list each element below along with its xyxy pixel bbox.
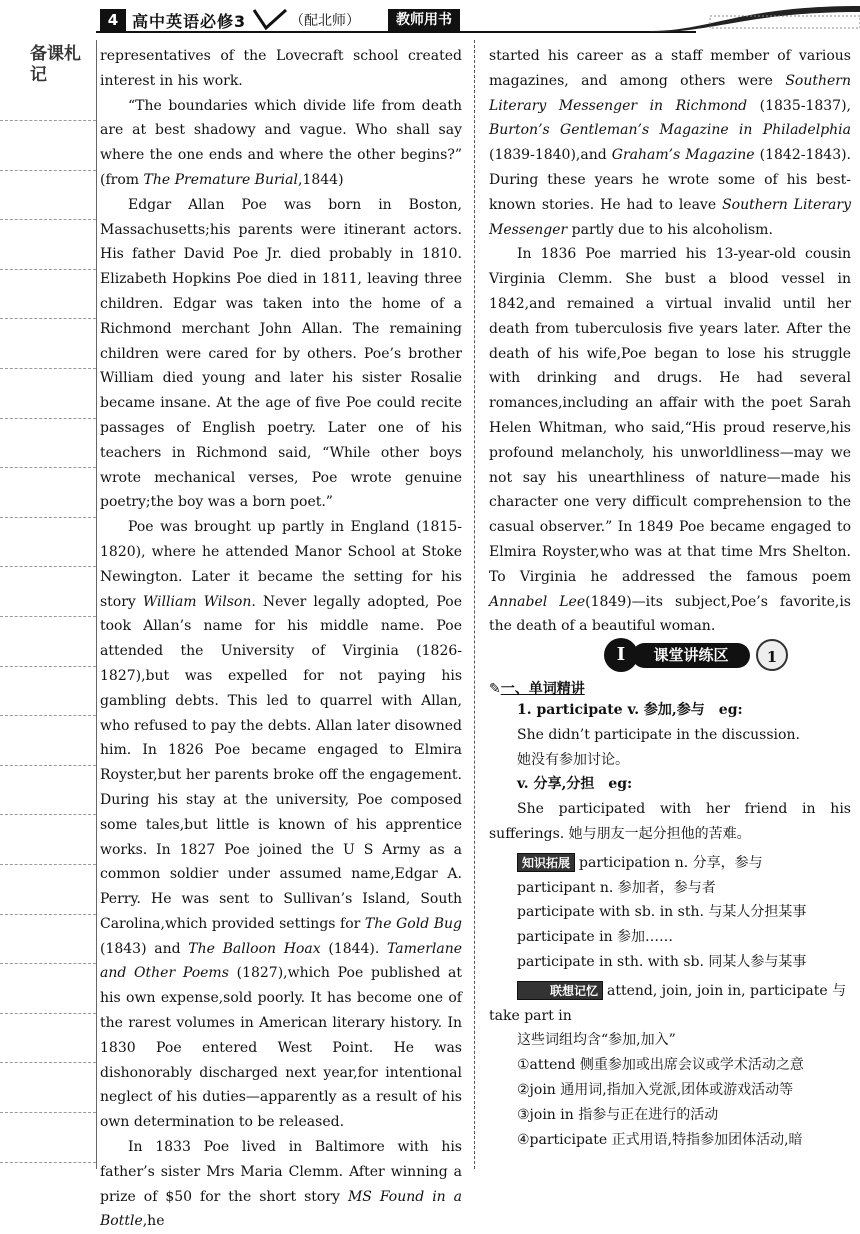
knowledge-tag: 知识拓展 [517,853,575,872]
note-line [0,814,96,815]
page-header [0,0,860,32]
extension-line: 知识拓展 participation n. 分享，参与 [489,851,851,876]
example-sentence: She didn’t participate in the discussion. [517,726,800,743]
left-column [100,44,462,1234]
association-line: 联想记忆 attend, join, join in, participate 与 take part in [489,982,847,1024]
note-line [0,318,96,319]
column-divider [474,40,475,1169]
book-title: 高中英语必修3 [132,12,247,31]
note-line [0,963,96,964]
note-line [0,517,96,518]
note-line [0,1162,96,1163]
note-line [0,418,96,419]
note-line [0,1112,96,1113]
note-line [0,765,96,766]
pen-icon: ✎ [489,681,501,697]
paragraph: representatives of the Lovecraft school created interest in his work. [100,48,462,89]
word-sense: v. 分享,分担 eg: [517,776,633,793]
note-line [0,616,96,617]
note-line [0,666,96,667]
header-rule [96,31,696,33]
list-item: ③join in 指参与正在进行的活动 [517,1106,719,1123]
paragraph: started his career as a staff member of various magazines, and among others were Southern Literary Messenger in Richmond (1835-1837), Burton’s Gentleman’s Magazine in Philadelphia (1839-1840),and Graham’s Magazine (1842-1843). During these years he wrote some of his best-known stories. He had to leave Southern Literary Messenger partly due to his alcoholism. [489,48,852,238]
association-note: 这些词组均含“参加,加入” [517,1032,676,1049]
banner-number: 1 [756,639,788,671]
teacher-book-badge: 教师用书 [388,9,460,31]
memory-tag: 联想记忆 [517,981,603,1000]
note-line [0,715,96,716]
banner-numeral: I [604,638,638,672]
section-title: ✎一、单词精讲 [489,681,585,697]
example-sentence: She participated with her friend in his sufferings. 她与朋友一起分担他的苦难。 [489,801,851,842]
note-line [0,219,96,220]
extension-line: participate with sb. in sth. 与某人分担某事 [517,904,807,921]
banner-title: 课堂讲练区 [632,643,750,668]
chevron-decoration [250,6,290,32]
extension-line: participate in sth. with sb. 同某人参与某事 [517,953,807,970]
extension-line: participate in 参加…… [517,929,674,946]
list-item: ①attend 侧重参加或出席会议或学术活动之意 [517,1057,804,1074]
list-item: ②join 通用词,指加入党派,团体或游戏活动等 [517,1081,794,1098]
note-line [0,269,96,270]
paragraph: In 1836 Poe married his 13-year-old cousin Virginia Clemm. She bust a blood vessel in 1842,and remained a virtual invalid until her death from tuberculosis five years later. After the death of his wife,Poe began to lose his struggle with drinking and drugs. He had several romances,including an affair with the poet Sarah Helen Whitman, who said,“His proud reserve,his profound melancholy, his unworldliness—may we not say his unearthliness of nature—made his character one very difficult comprehension to the casual observer.” In 1849 Poe became engaged to Elmira Royster,who was at that time Mrs Shelton. To Virginia he addressed the famous poem Annabel Lee(1849)—its subject,Poe’s favorite,is the death of a beautiful woman. [489,246,851,635]
note-line [0,368,96,369]
word-heading: 1. participate v. 参加,参与 eg: [517,702,743,718]
note-line [0,1062,96,1063]
header-decoration [650,4,860,32]
note-line [0,566,96,567]
note-line [0,914,96,915]
extension-line: participant n. 参加者，参与者 [517,879,716,896]
edition-label: （配北师） [290,13,360,29]
note-line [0,864,96,865]
paragraph: In 1833 Poe lived in Baltimore with his father’s sister Mrs Maria Clemm. After winning a prize of $50 for the short story MS Found in a Bottle,he [100,1139,463,1230]
paragraph: Edgar Allan Poe was born in Boston, Massachusetts;his parents were itinerant actors. His father David Poe Jr. died probably in 1810. Elizabeth Hopkins Poe died in 1811, leaving three children. Edgar was taken into the home of a Richmond merchant John Allan. The remaining children were cared for by others. Poe’s brother William died young and later his sister Rosalie became insane. At the age of five Poe could recite passages of English poetry. Later one of his teachers in Richmond said, “While other boys wrote mechanical verses, Poe wrote genuine poetry;the boy was a born poet.” [100,196,462,511]
margin-rule [96,40,97,1169]
note-line [0,170,96,171]
paragraph: Poe was brought up partly in England (1815-1820), where he attended Manor School at Stoke Newington. Later it became the setting for his story William Wilson. Never legally adopted, Poe took Allan’s name for his middle name. Poe attended the University of Virginia (1826-1827),but was expelled for not paying his gambling debts. This led to quarrel with Allan, who refused to pay the debts. Allan later disowned him. In 1826 Poe became engaged to Elmira Royster,but her parents broke off the engagement. During his stay at the university, Poe composed some tales,but little is known of his apprentice works. In 1827 Poe joined the U S Army as a common soldier under assumed name,Edgar A. Perry. He was sent to Sullivan’s Island, South Carolina,which provided settings for The Gold Bug (1843) and The Balloon Hoax (1844). Tamerlane and Other Poems (1827),which Poe published at his own expense,sold poorly. It has become one of the rarest volumes in American literary history. In 1830 Poe entered West Point. He was dishonorably discharged next year,for intentional neglect of his duties—apparently as a result of his own determination to be released. [100,519,463,1131]
example-translation: 她没有参加讨论。 [517,751,629,768]
list-item: ④participate 正式用语,特指参加团体活动,暗 [517,1131,803,1148]
notes-logo: 备课札记 [30,44,81,85]
note-line [0,1013,96,1014]
paragraph: “The boundaries which divide life from death are at best shadowy and vague. Who shall say where the one ends and where the other begins?” (from The Premature Burial,1844) [100,97,462,188]
note-line [0,467,96,468]
vocabulary-section [489,678,851,1152]
note-line [0,120,96,121]
right-column [489,44,851,639]
section-banner [604,638,794,674]
page-number: 4 [100,9,126,31]
